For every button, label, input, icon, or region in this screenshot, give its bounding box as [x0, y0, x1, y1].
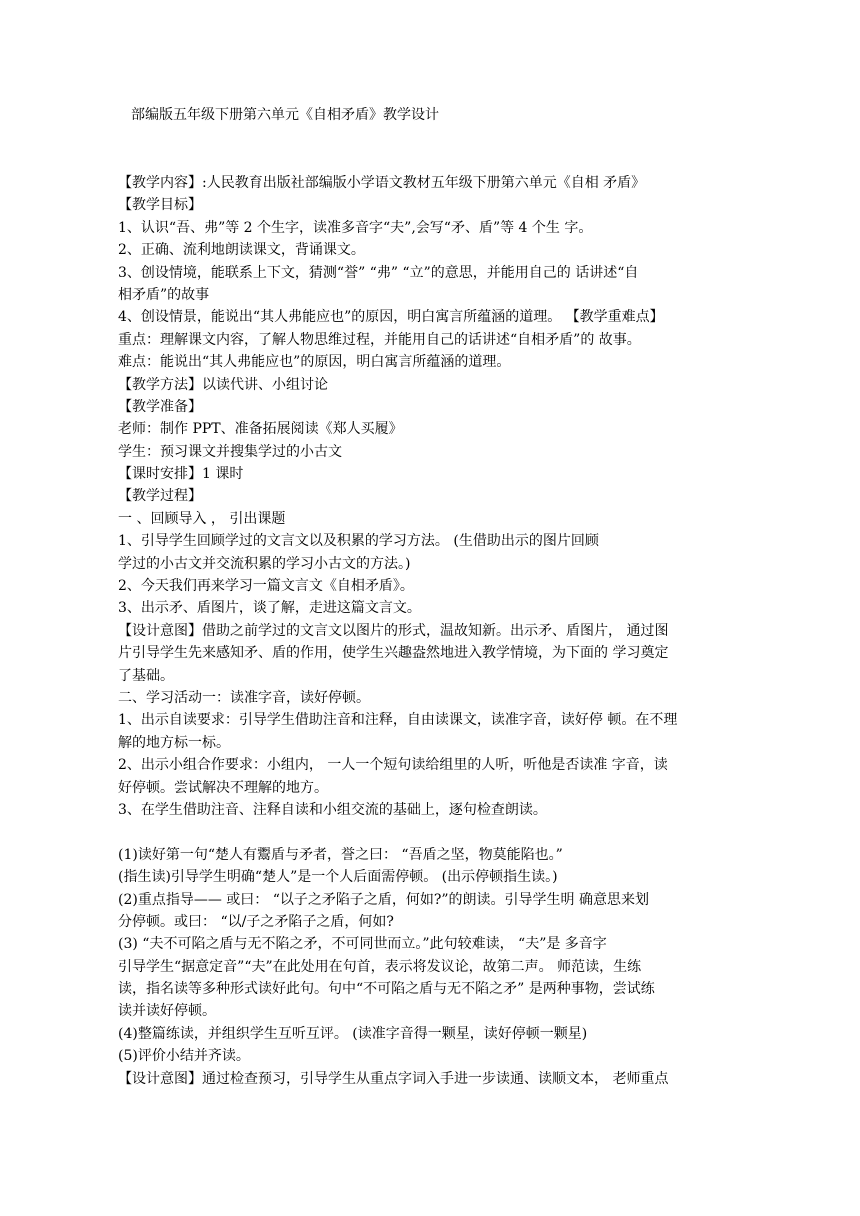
- text-line: 【课时安排】1 课时: [118, 466, 244, 483]
- text-line: 学过的小古文并交流积累的学习小古文的方法。): [118, 555, 411, 572]
- document-title: 部编版五年级下册第六单元《自相矛盾》教学设计: [131, 107, 439, 123]
- text-line: 相矛盾”的故事: [118, 286, 210, 303]
- text-line: 老师：制作 PPT、准备拓展阅读《郑人买履》: [118, 421, 403, 438]
- text-line: 片引导学生先来感知矛、盾的作用，使学生兴趣盎然地进入教学情境，为下面的 学习奠定: [118, 645, 669, 662]
- text-line: 【设计意图】通过检查预习，引导学生从重点字词入手进一步读通、读顺文本， 老师重点: [118, 1070, 669, 1087]
- text-line: 引导学生“据意定音”“夫”在此处用在句首，表示将发议论，故第二声。 师范读，生练: [118, 958, 642, 975]
- text-line: 2、出示小组合作要求：小组内， 一人一个短句读给组里的人听，听他是否读准 字音，读: [118, 757, 668, 774]
- text-line: 一 、回顾导入 ， 引出课题: [118, 510, 286, 527]
- text-line: 4、创设情景，能说出“其人弗能应也”的原因，明白寓言所蕴涵的道理。 【教学重难点】: [118, 309, 664, 326]
- text-line: 读并读好停顿。: [118, 1003, 216, 1020]
- text-line: 难点：能说出“其人弗能应也”的原因，明白寓言所蕴涵的道理。: [118, 354, 511, 371]
- text-line: 3、创设情境，能联系上下文，猜测“誉” “弗” “立”的意思，并能用自己的 话讲述“自: [118, 264, 639, 281]
- text-line: (4)整篇练读，并组织学生互听互评。 (读准字音得一颗星，读好停顿一颗星): [118, 1025, 588, 1042]
- text-line: 2、正确、流利地朗读课文，背诵课文。: [118, 242, 365, 259]
- text-line: 1、认识“吾、弗”等 2 个生字，读准多音字“夫”,会写“矛、盾”等 4 个生 字。: [118, 219, 593, 236]
- text-line: 重点：理解课文内容，了解人物思维过程，并能用自己的话讲述“自相矛盾”的 故事。: [118, 331, 641, 348]
- text-line: 好停顿。尝试解决不理解的地方。: [118, 779, 328, 796]
- text-line: 【教学方法】以读代讲、小组讨论: [118, 376, 328, 393]
- text-line: (指生读)引导学生明确“楚人”是一个人后面需停顿。 (出示停顿指生读。): [118, 869, 558, 886]
- text-line: (2)重点指导—— 或曰： “以子之矛陷子之盾，何如?”的朗读。引导学生明 确意思来划: [118, 891, 649, 908]
- text-line: 了基础。: [118, 667, 174, 684]
- text-line: 【教学内容】:人民教育出版社部编版小学语文教材五年级下册第六单元《自相 矛盾》: [118, 175, 646, 191]
- text-line: 【设计意图】借助之前学过的文言文以图片的形式，温故知新。出示矛、盾图片， 通过图: [118, 622, 669, 639]
- text-line: 【教学目标】: [118, 197, 202, 214]
- text-line: 2、今天我们再来学习一篇文言文《自相矛盾》。: [118, 578, 414, 595]
- text-line: 【教学准备】: [118, 398, 202, 415]
- text-line: 3、出示矛、盾图片，谈了解，走进这篇文言文。: [118, 600, 421, 617]
- blank-line: [118, 821, 740, 843]
- text-line: 1、出示自读要求：引导学生借助注音和注释，自由读课文，读准字音，读好停 顿。在不理: [118, 712, 678, 729]
- text-line: 解的地方标一标。: [118, 734, 230, 751]
- text-line: (3) “夫不可陷之盾与无不陷之矛，不可同世而立。”此句较难读， “夫”是 多音字: [118, 936, 607, 953]
- text-line: 【教学过程】: [118, 488, 202, 505]
- text-line: 分停顿。或曰： “以/子之矛陷子之盾，何如?: [118, 913, 394, 930]
- text-line: (1)读好第一句“楚人有鬻盾与矛者，誉之曰： “吾盾之坚，物莫能陷也。”: [118, 846, 563, 863]
- document-body: [118, 172, 740, 1090]
- text-line: 3、在学生借助注音、注释自读和小组交流的基础上，逐句检查朗读。: [118, 801, 547, 818]
- text-line: 二、学习活动一：读准字音，读好停顿。: [118, 689, 370, 706]
- text-line: 读，指名读等多种形式读好此句。句中“不可陷之盾与无不陷之矛” 是两种事物，尝试练: [118, 981, 655, 998]
- text-line: (5)评价小结并齐读。: [118, 1048, 250, 1065]
- text-line: 学生：预习课文并搜集学过的小古文: [118, 443, 342, 460]
- text-line: 1、引导学生回顾学过的文言文以及积累的学习方法。 (生借助出示的图片回顾: [118, 533, 599, 550]
